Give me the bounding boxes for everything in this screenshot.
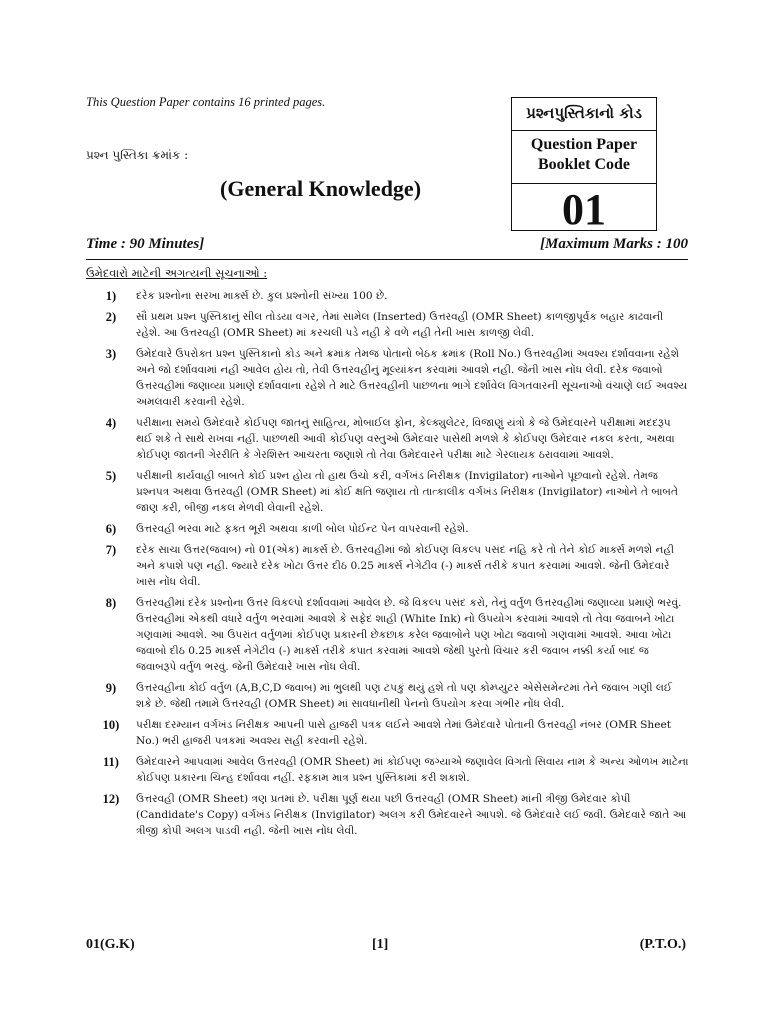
instruction-item [86, 680, 690, 712]
instruction-text: પરીક્ષાની કાર્યવાહી બાબતે કોઈ પ્રશ્ન હોય તો હાથ ઉંચો કરી, વર્ગખંડ નિરીક્ષક (Invigilator) નાઓને પૂછવાનો રહેશે. તેમજ પ્રશ્નપત્ર અથવા ઉત્તરવહી (OMR Sheet) માં કોઈ ક્ષતિ જણાય તો તાત્કાલીક વર્ગખંડ નિરીક્ષક (Invigilator) નાઓને તે બાબતે જાણ કરી, બીજી નકલ મેળવી લેવાની રહેશે. [136, 470, 678, 514]
instruction-number: 4) [105, 416, 117, 430]
instruction-number: 5) [105, 469, 117, 483]
instruction-item [86, 346, 690, 410]
instructions-list [86, 288, 690, 844]
page-number: [1] [372, 937, 389, 952]
instruction-number: 11) [103, 755, 119, 769]
instruction-text: ઉત્તરવહીમાં દરેક પ્રશ્નોના ઉત્તર વિકલ્પો દર્શાવવામાં આવેલ છે. જે વિકલ્પ પસંદ કરો, તેનું વર્તુળ ઉત્તરવહીમાં જણાવ્યા પ્રમાણે ભરવું. ઉત્તરવહીમાં એકથી વધારે વર્તુળ ભરવામાં આવશે કે સફેદ શાહી (White Ink) નો ઉપયોગ કરવામાં આવશે તો તેવા જવાબને ખોટા ગણવામાં આવશે. આ ઉપરાંત વર્તુળમાં કોઈપણ પ્રકારની છેકછાક કરેલ જવાબોને પણ ખોટા જવાબો ગણવામાં આવશે. આવા ખોટા જવાબો દીઠ 0.25 માર્ક્સ નેગેટીવ (-) માર્ક્સ તરીકે કપાત કરવામાં આવશે જેથી પુરતો વિચાર કરી જવાબ નક્કી કર્યા બાદ જ જવાબરૂપે વર્તુળ ભરવું. જેની ઉમેદવારે ખાસ નોંધ લેવી. [136, 597, 682, 673]
instruction-number: 2) [105, 310, 117, 324]
booklet-code-value: 01 [562, 185, 606, 234]
paper-code-footer: 01(G.K) [86, 937, 135, 952]
instruction-item [86, 415, 690, 463]
code-label-english-line2: Booklet Code [538, 156, 630, 173]
instruction-number: 1) [105, 289, 117, 303]
instruction-number: 9) [105, 681, 117, 695]
header-divider [86, 259, 688, 260]
instruction-item [86, 754, 690, 786]
instruction-text: ઉમેદવારે ઉપરોક્ત પ્રશ્ન પુસ્તિકાનો કોડ અને ક્રમાંક તેમજ પોતાનો બેઠક ક્રમાંક (Roll No.) ઉત્તરવહીમાં અવશ્ય દર્શાવવાના રહેશે અને જો દર્શાવવામાં નહી આવેલ હોય તો, તેવી ઉત્તરવહીનું મૂલ્યાંકન કરવામાં આવશે નહી. જેની ખાસ નોંધ લેવી. દરેક જવાબો ઉત્તરવહીમાં જણાવ્યા પ્રમાણે દર્શાવવાના રહેશે તે માટે ઉત્તરવહીની પાછળના ભાગે દર્શાવેલ વિગતવારની સૂચનાઓ વંચાણે લઈ અવશ્ય અમલવારી કરવાની રહેશે. [136, 348, 688, 408]
instruction-item [86, 468, 690, 516]
instruction-text: દરેક પ્રશ્નોના સરખા માર્ક્સ છે. કુલ પ્રશ્નોની સંખ્યા 100 છે. [136, 290, 388, 302]
instruction-item [86, 521, 690, 537]
booklet-code-box [511, 97, 657, 234]
instruction-item [86, 542, 690, 590]
printed-pages-note: This Question Paper contains 16 printed pages. [86, 95, 326, 109]
instruction-item [86, 717, 690, 749]
instruction-text: ઉત્તરવહી ભરવા માટે ફક્ત ભૂરી અથવા કાળી બોલ પોઈન્ટ પેન વાપરવાની રહેશે. [136, 523, 469, 535]
instruction-number: 10) [102, 718, 120, 732]
code-label-english-line1: Question Paper [530, 136, 638, 153]
please-turn-over: (P.T.O.) [639, 937, 686, 952]
instruction-item [86, 309, 690, 341]
instruction-text: પરીક્ષાના સમયે ઉમેદવારે કોઈપણ જાતનું સાહિત્ય, મોબાઈલ ફોન, કેલ્ક્યુલેટર, વિજાણું યંત્રો કે જે ઉમેદવારને પરીક્ષામાં મદદરૂપ થઈ શકે તે સાથે રાખવા નહીં. પાછળથી આવી કોઈપણ વસ્તુઓ ઉમેદવાર પાસેથી મળશે કે કોઈપણ ઉમેદવાર નકલ કરતા, અથવા કોઈપણ જાતની ગેરરીતિ કે ગેરશિસ્ત આચરતા જણાશે તો તેવા ઉમેદવારને પરીક્ષા માટે ગેરલાયક ઠરાવવામાં આવશે. [136, 417, 675, 461]
code-label-gujarati: પ્રશ્નપુસ્તિકાનો કોડ [526, 104, 642, 122]
max-marks: [Maximum Marks : 100 [540, 236, 688, 252]
instruction-text: ઉત્તરવહીના કોઈ વર્તુળ (A,B,C,D જવાબ) માં ભુલથી પણ ટપકું થયું હશે તો પણ કોમ્પ્યુટર એસેસમેન્ટમાં તેને જવાબ ગણી લઈ શકે છે. જેથી તમામે ઉત્તરવહી (OMR Sheet) માં સાવધાનીથી પેનનો ઉપયોગ કરવા ગંભીર નોંધ લેવી. [136, 682, 673, 710]
instruction-text: ઉત્તરવહી (OMR Sheet) ત્રણ પ્રતમાં છે. પરીક્ષા પૂર્ણ થયા પછી ઉત્તરવહી (OMR Sheet) માંની ત્રીજી ઉમેદવાર કોપી (Candidate's Copy) વર્ગખંડ નિરીક્ષક (Invigilator) અલગ કરી ઉમેદવારને આપશે. જે ઉમેદવારે લઈ જવી. ઉમેદવારે જાતે આ ત્રીજી કોપી અલગ પાડવી નહી. જેની ખાસ નોંધ લેવી. [136, 793, 687, 837]
instruction-number: 6) [105, 522, 117, 536]
instructions-title: ઉમેદવારો માટેની અગત્યની સૂચનાઓ : [86, 266, 268, 280]
instruction-text: ઉમેદવારને આપવામાં આવેલ ઉત્તરવહી (OMR Sheet) માં કોઈપણ જગ્યાએ જણાવેલ વિગતો સિવાય નામ કે અન્ય ઓળખ માટેના કોઈપણ પ્રકારના ચિન્હ દર્શાવવા નહીં. રફકામ માત્ર પ્રશ્ન પુસ્તિકામાં કરી શકાશે. [136, 756, 689, 784]
instruction-text: દરેક સાચા ઉત્તર(જવાબ) નો 01(એક) માર્ક્સ છે. ઉત્તરવહીમાં જો કોઈપણ વિકલ્પ પસંદ નહિ કરે તો તેને કોઈ માર્ક્સ મળશે નહી અને કપાશે પણ નહી. જ્યારે દરેક ખોટા ઉત્તર દીઠ 0.25 માર્ક્સ નેગેટીવ (-) માર્ક્સ તરીકે કપાત કરવામાં આવશે. જેની ઉમેદવારે ખાસ નોંધ લેવી. [136, 544, 675, 588]
instruction-item [86, 288, 690, 304]
instruction-text: પરીક્ષા દરમ્યાન વર્ગખંડ નિરીક્ષક આપની પાસે હાજરી પત્રક લઈને આવશે તેમાં ઉમેદવારે પોતાની ઉત્તરવહી નંબર (OMR Sheet No.) ભરી હાજરી પત્રકમાં અવશ્ય સહી કરવાની રહેશે. [136, 719, 672, 747]
instruction-number: 8) [105, 596, 117, 610]
instruction-item [86, 791, 690, 839]
instruction-number: 12) [102, 792, 120, 806]
instruction-item [86, 595, 690, 675]
instruction-number: 7) [105, 543, 117, 557]
subject-title: (General Knowledge) [220, 176, 422, 201]
instruction-text: સૌ પ્રથમ પ્રશ્ન પુસ્તિકાનું સીલ તોડયા વગર, તેમાં સામેલ (Inserted) ઉત્તરવહી (OMR Sheet) કાળજીપૂર્વક બહાર કાઢવાની રહેશે. આ ઉત્તરવહી (OMR Sheet) માં કરચલી પડે નહી કે વળે નહી તેની ખાસ કાળજી લેવી. [136, 311, 664, 339]
booklet-number-label: પ્રશ્ન પુસ્તિકા ક્રમાંક : [86, 148, 189, 162]
exam-time: Time : 90 Minutes] [86, 236, 205, 252]
instruction-number: 3) [105, 347, 117, 361]
